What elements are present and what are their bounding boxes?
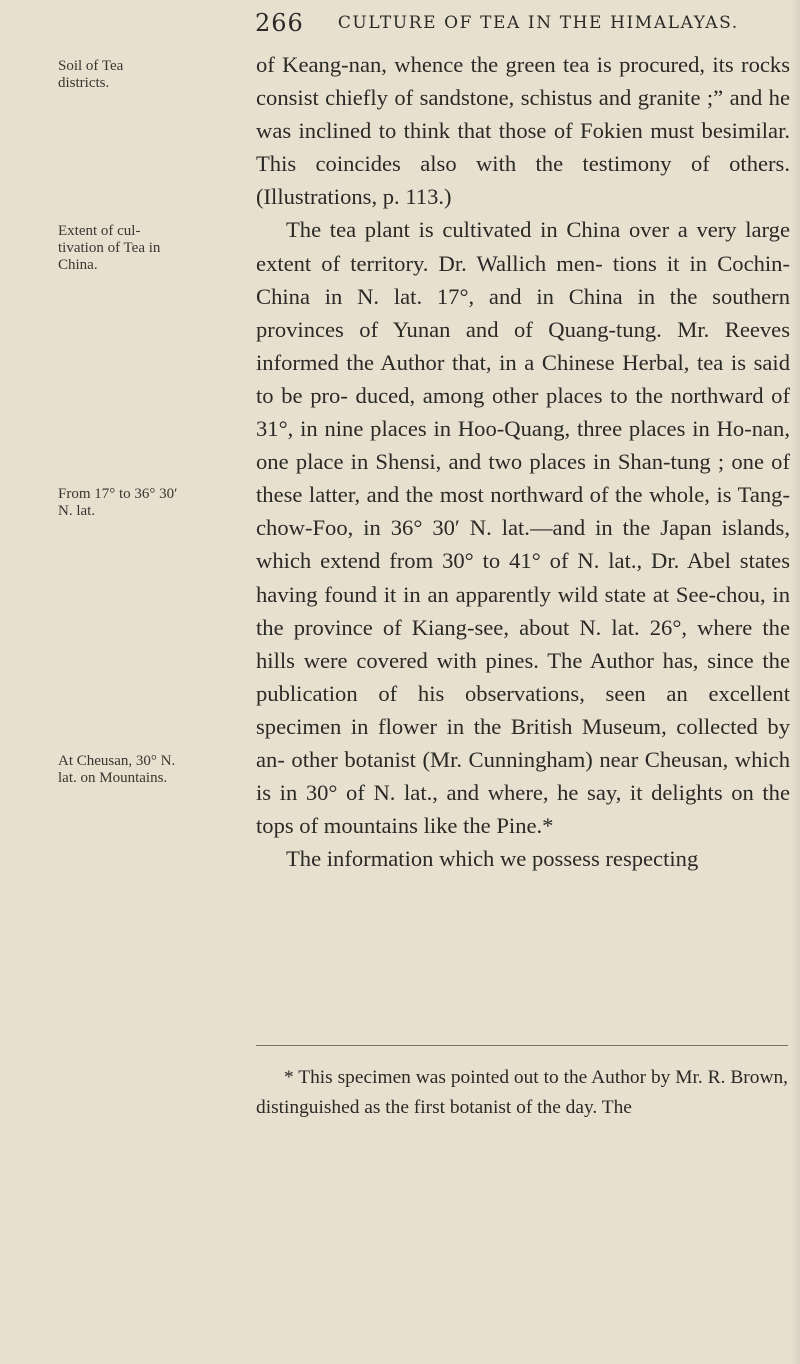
footnote-rule bbox=[256, 1045, 788, 1046]
margin-note-extent: Extent of cul- tivation of Tea in China. bbox=[58, 223, 161, 273]
page-edge-shadow bbox=[790, 0, 800, 1364]
page-number: 266 bbox=[255, 9, 304, 37]
margin-note-cheusan: At Cheusan, 30° N. lat. on Mountains. bbox=[58, 753, 176, 786]
paragraph-2: The tea plant is cultivated in China over a very large extent of territory. Dr. Wallich men- tions it in Cochin-China in N. lat. 17°, and in China in the southern provinces of Yunan and of Quang-tung. Mr. Reeves informed the Author that, in a Chinese Herbal, tea is said to be pro- duced, among other places to the northward of 31°, in nine places in Hoo-Quang, three places in Ho-nan, one place in Shensi, and two places in Shan-tung ; one of these latter, and the most northward of the whole, is Tang-chow-Foo, in 36° 30′ N. lat.—and in the Japan islands, which extend from 30° to 41° of N. lat., Dr. Abel states having found it in an apparently wild state at See-chou, in the province of Kiang-see, about N. lat. 26°, where the hills were covered with pines. The Author has, since the publication of his observations, seen an excellent specimen in flower in the British Museum, collected by an- other botanist (Mr. Cunningham) near Cheusan, which is in 30° of N. lat., and where, he say, it delights on the tops of mountains like the Pine.* bbox=[256, 217, 790, 839]
body-text bbox=[256, 48, 790, 875]
paragraph-1: of Keang-nan, whence the green tea is procured, its rocks consist chiefly of sandstone, schistus and granite ;” and he was inclined to think that those of Fokien must besimilar. This coincides also with the testimony of others. (Illustrations, p. 113.) bbox=[256, 52, 790, 210]
footnote: * This specimen was pointed out to the Author by Mr. R. Brown, distinguished as the first botanist of the day. The bbox=[256, 1067, 788, 1118]
margin-note-latitude: From 17° to 36° 30′ N. lat. bbox=[58, 486, 178, 519]
running-title: CULTURE OF TEA IN THE HIMALAYAS. bbox=[337, 13, 739, 33]
margin-note-soil: Soil of Tea districts. bbox=[58, 58, 124, 91]
paragraph-3: The information which we possess respecting bbox=[286, 846, 699, 872]
page-header bbox=[255, 6, 800, 40]
